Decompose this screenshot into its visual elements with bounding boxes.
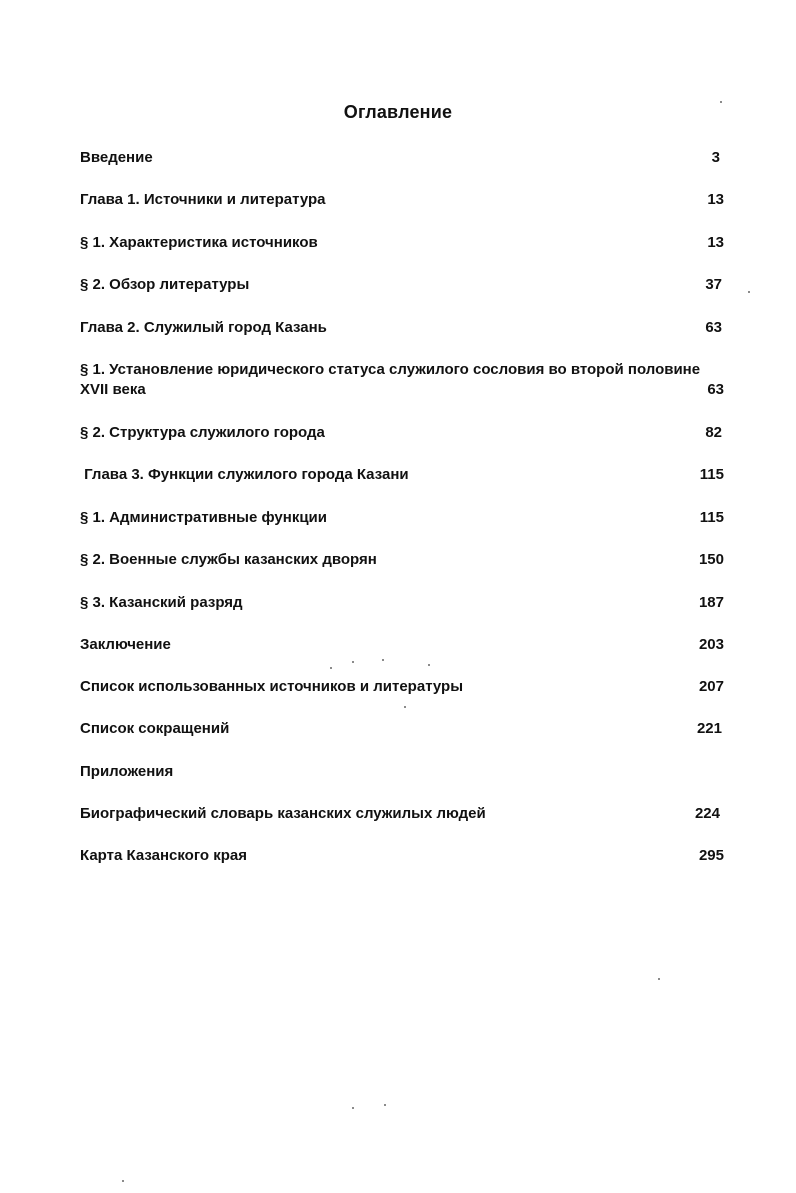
toc-entry (80, 318, 724, 338)
page-title: Оглавление (343, 102, 453, 122)
scan-speck (658, 978, 660, 980)
scan-speck (404, 706, 406, 708)
toc-entry (80, 465, 724, 485)
toc-entry (80, 762, 724, 782)
toc-entry-label: § 3. Казанский разряд (80, 594, 243, 611)
toc-entry-label: § 1. Административные функции (80, 509, 328, 526)
scan-speck (720, 101, 722, 103)
toc-entry (80, 550, 724, 570)
toc-entry-page: 13 (707, 191, 724, 208)
scan-speck (384, 1104, 386, 1106)
toc-entry-label: Карта Казанского края (80, 847, 247, 864)
toc-entry-label: § 2. Военные службы казанских дворян (80, 551, 377, 568)
toc-entry (80, 804, 724, 824)
toc-entry (80, 593, 724, 613)
scan-speck (122, 1180, 124, 1182)
toc-entry (80, 148, 724, 168)
toc-entry-page: 295 (698, 847, 724, 864)
toc-entry-page: 3 (711, 149, 720, 166)
toc-entry-page: 82 (705, 424, 722, 441)
toc-entry-label: § 1. Установление юридического статуса служилого сословия во второй половине XVII века (80, 361, 701, 398)
toc-entry-label: Глава 1. Источники и литература (80, 191, 326, 208)
toc-entry-page: 187 (698, 594, 724, 611)
toc-entry-label: Глава 3. Функции служилого города Казани (80, 466, 409, 483)
toc-entry-label: Приложения (80, 763, 174, 780)
toc-entry-label: Глава 2. Служилый город Казань (80, 319, 327, 336)
toc-entry-page: 203 (698, 636, 724, 653)
toc-entry (80, 423, 724, 443)
toc-entry-label: Список сокращений (80, 720, 230, 737)
toc-entry-page: 150 (698, 551, 724, 568)
toc-entry-label: § 2. Структура служилого города (80, 424, 325, 441)
toc-entry-page: 224 (694, 805, 720, 822)
scan-speck (428, 664, 430, 666)
toc-entry (80, 275, 724, 295)
toc-entry-page: 63 (707, 381, 724, 398)
toc-entry-label: § 2. Обзор литературы (80, 276, 250, 293)
toc-entry-label: Биографический словарь казанских служилых людей (80, 805, 486, 822)
scan-speck (748, 291, 750, 293)
toc-entry-label: Заключение (80, 636, 171, 653)
toc-entry (80, 719, 724, 739)
toc-entry-page: 115 (699, 509, 724, 526)
toc-entry (80, 508, 724, 528)
toc-entry (80, 677, 724, 697)
toc-entry-label: Введение (80, 149, 153, 166)
scan-speck (352, 661, 354, 663)
toc-entry-page: 221 (696, 720, 722, 737)
toc-entry-page: 63 (705, 319, 722, 336)
toc-entry (80, 360, 724, 400)
toc-entry-label: Список использованных источников и литературы (80, 678, 464, 695)
toc-entry-page: 13 (707, 234, 724, 251)
scan-speck (382, 659, 384, 661)
toc-entry-page: 115 (699, 466, 724, 483)
toc-entry (80, 190, 724, 210)
toc-entry (80, 635, 724, 655)
scan-speck (330, 667, 332, 669)
toc-entry (80, 233, 724, 253)
scan-speck (352, 1107, 354, 1109)
toc-entry-page: 207 (698, 678, 724, 695)
toc-entry-page: 37 (705, 276, 722, 293)
toc-entry (80, 846, 724, 866)
toc-entry-label: § 1. Характеристика источников (80, 234, 318, 251)
